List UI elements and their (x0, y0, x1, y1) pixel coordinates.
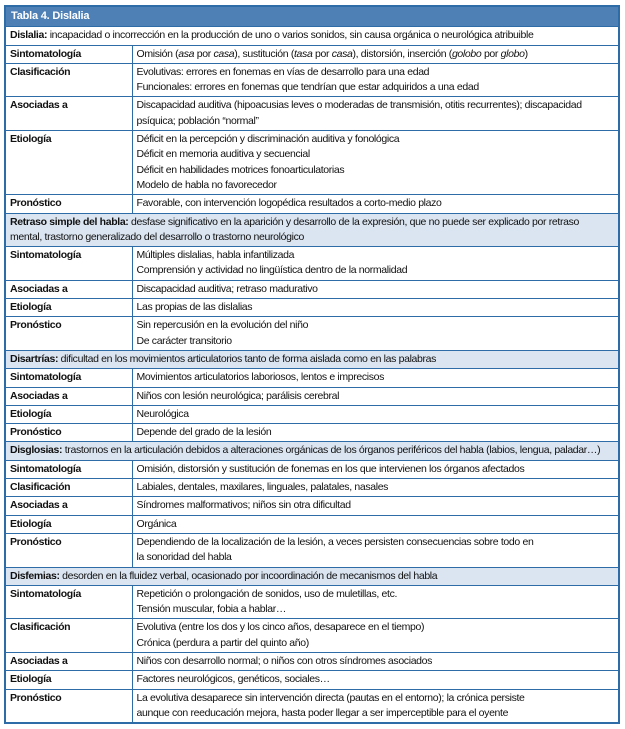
row-value (132, 299, 619, 317)
row-label: Sintomatología (5, 369, 132, 387)
row-label: Sintomatología (5, 585, 132, 619)
value-line: Comprensión y actividad no lingüística dentro de la normalidad (136, 264, 408, 277)
section-term: Disglosias: (10, 444, 63, 457)
row-label: Sintomatología (5, 460, 132, 478)
section-definition-row (5, 213, 619, 247)
row-value (132, 424, 619, 442)
value-line: Crónica (perdura a partir del quinto año) (136, 636, 309, 649)
value-line: aunque con reeducación mejora, hasta poder llegar a ser imperceptible para el oyente (136, 706, 509, 719)
value-line: Orgánica (136, 517, 177, 530)
section-definition-row (5, 27, 619, 45)
table-row (5, 689, 619, 723)
row-label: Etiología (5, 405, 132, 423)
row-value (132, 369, 619, 387)
section-definition: Disglosias: trastornos en la articulación debidos a alteraciones orgánicas de los órganos periféricos del habla (labios, lengua, paladar…) (5, 442, 619, 460)
row-value (132, 195, 619, 213)
row-value (132, 479, 619, 497)
value-line: Síndromes malformativos; niños sin otra dificultad (136, 499, 351, 512)
table-row (5, 280, 619, 298)
row-label: Sintomatología (5, 45, 132, 63)
section-definition: Disfemias: desorden en la fluidez verbal, ocasionado por incoordinación de mecanismos del habla (5, 567, 619, 585)
value-line: Déficit en habilidades motrices fonoarticulatorias (136, 163, 345, 176)
value-line: Múltiples dislalias, habla infantilizada (136, 249, 295, 262)
value-line: Las propias de las dislalias (136, 301, 253, 314)
row-value (132, 533, 619, 567)
table-row (5, 247, 619, 281)
row-value (132, 689, 619, 723)
table-row (5, 369, 619, 387)
table-row (5, 97, 619, 131)
table-row (5, 63, 619, 97)
table-title: Tabla 4. Dislalia (5, 6, 619, 27)
row-label: Asociadas a (5, 387, 132, 405)
table-row (5, 424, 619, 442)
value-line: De carácter transitorio (136, 334, 232, 347)
value-line: La evolutiva desaparece sin intervención directa (pautas en el entorno); la crónica persiste (136, 691, 525, 704)
value-line: la sonoridad del habla (136, 551, 232, 564)
row-value (132, 515, 619, 533)
table-row (5, 317, 619, 351)
row-label: Clasificación (5, 619, 132, 653)
table-row (5, 533, 619, 567)
value-line: Discapacidad auditiva (hipoacusias leves o moderadas de transmisión, otitis recurrentes); discapacidad psíquica; población “normal” (136, 99, 582, 127)
row-value (132, 247, 619, 281)
value-line: Labiales, dentales, maxilares, linguales, palatales, nasales (136, 481, 389, 494)
row-value (132, 280, 619, 298)
section-definition: Disartrías: dificultad en los movimientos articulatorios tanto de forma aislada como en las palabras (5, 350, 619, 368)
value-line: Tensión muscular, fobia a hablar… (136, 603, 287, 616)
table-row (5, 479, 619, 497)
value-line: Sin repercusión en la evolución del niño (136, 319, 309, 332)
value-line: Neurológica (136, 407, 189, 420)
value-line: Discapacidad auditiva; retraso madurativo (136, 282, 318, 295)
table-row (5, 515, 619, 533)
row-value (132, 497, 619, 515)
row-value (132, 619, 619, 653)
row-label: Asociadas a (5, 97, 132, 131)
value-line: Déficit en memoria auditiva y secuencial (136, 148, 310, 161)
section-term: Dislalia: (10, 29, 48, 42)
table-row (5, 45, 619, 63)
section-term: Disfemias: (10, 569, 60, 582)
table-row (5, 497, 619, 515)
value-line: Movimientos articulatorios laboriosos, lentos e imprecisos (136, 371, 385, 384)
value-line: Omisión (asa por casa), sustitución (tasa por casa), distorsión, inserción (golobo por globo) (136, 47, 528, 60)
row-label: Sintomatología (5, 247, 132, 281)
value-line: Déficit en la percepción y discriminación auditiva y fonológica (136, 133, 400, 146)
row-label: Pronóstico (5, 195, 132, 213)
row-label: Etiología (5, 131, 132, 195)
value-line: Niños con desarrollo normal; o niños con otros síndromes asociados (136, 654, 433, 667)
value-line: Omisión, distorsión y sustitución de fonemas en los que intervienen los órganos afectados (136, 462, 525, 475)
row-value (132, 460, 619, 478)
table-row (5, 387, 619, 405)
value-line: Funcionales: errores en fonemas que tendrían que estar adquiridos a una edad (136, 81, 479, 94)
row-label: Pronóstico (5, 533, 132, 567)
section-definition-row (5, 442, 619, 460)
row-label: Clasificación (5, 479, 132, 497)
value-line: Depende del grado de la lesión (136, 426, 272, 439)
row-label: Pronóstico (5, 424, 132, 442)
row-value (132, 45, 619, 63)
section-definition: Retraso simple del habla: desfase significativo en la aparición y desarrollo de la expresión, que no puede ser explicado por retraso mental, trastorno generalizado del desarrollo o trastorno neurológico (5, 213, 619, 247)
value-line: Niños con lesión neurológica; parálisis cerebral (136, 389, 340, 402)
row-value (132, 387, 619, 405)
value-line: Evolutiva (entre los dos y los cinco años, desaparece en el tiempo) (136, 621, 425, 634)
value-line: Modelo de habla no favorecedor (136, 178, 277, 191)
row-value (132, 63, 619, 97)
row-value (132, 405, 619, 423)
row-value (132, 317, 619, 351)
table-body (5, 27, 619, 723)
section-term: Disartrías: (10, 352, 59, 365)
row-label: Asociadas a (5, 280, 132, 298)
section-term: Retraso simple del habla: (10, 215, 129, 228)
value-line: Dependiendo de la localización de la lesión, a veces persisten consecuencias sobre todo en (136, 535, 534, 548)
row-value (132, 652, 619, 670)
row-value (132, 671, 619, 689)
dislalia-table-container (4, 5, 620, 724)
row-value (132, 131, 619, 195)
section-definition-row (5, 350, 619, 368)
row-label: Asociadas a (5, 497, 132, 515)
value-line: Evolutivas: errores en fonemas en vías de desarrollo para una edad (136, 65, 430, 78)
table-row (5, 652, 619, 670)
table-row (5, 405, 619, 423)
table-row (5, 585, 619, 619)
table-row (5, 619, 619, 653)
section-definition-row (5, 567, 619, 585)
row-value (132, 97, 619, 131)
row-value (132, 585, 619, 619)
table-title-row (5, 6, 619, 27)
row-label: Etiología (5, 671, 132, 689)
table-row (5, 671, 619, 689)
row-label: Asociadas a (5, 652, 132, 670)
row-label: Pronóstico (5, 689, 132, 723)
row-label: Pronóstico (5, 317, 132, 351)
value-line: Factores neurológicos, genéticos, sociales… (136, 673, 330, 686)
table-row (5, 460, 619, 478)
value-line: Repetición o prolongación de sonidos, uso de muletillas, etc. (136, 587, 398, 600)
value-line: Favorable, con intervención logopédica resultados a corto-medio plazo (136, 197, 442, 210)
row-label: Etiología (5, 515, 132, 533)
row-label: Etiología (5, 299, 132, 317)
section-definition: Dislalia: incapacidad o incorrección en la producción de uno o varios sonidos, sin causa orgánica o neurológica atribuible (5, 27, 619, 45)
table-row (5, 195, 619, 213)
row-label: Clasificación (5, 63, 132, 97)
dislalia-table (4, 5, 620, 724)
table-row (5, 131, 619, 195)
table-row (5, 299, 619, 317)
